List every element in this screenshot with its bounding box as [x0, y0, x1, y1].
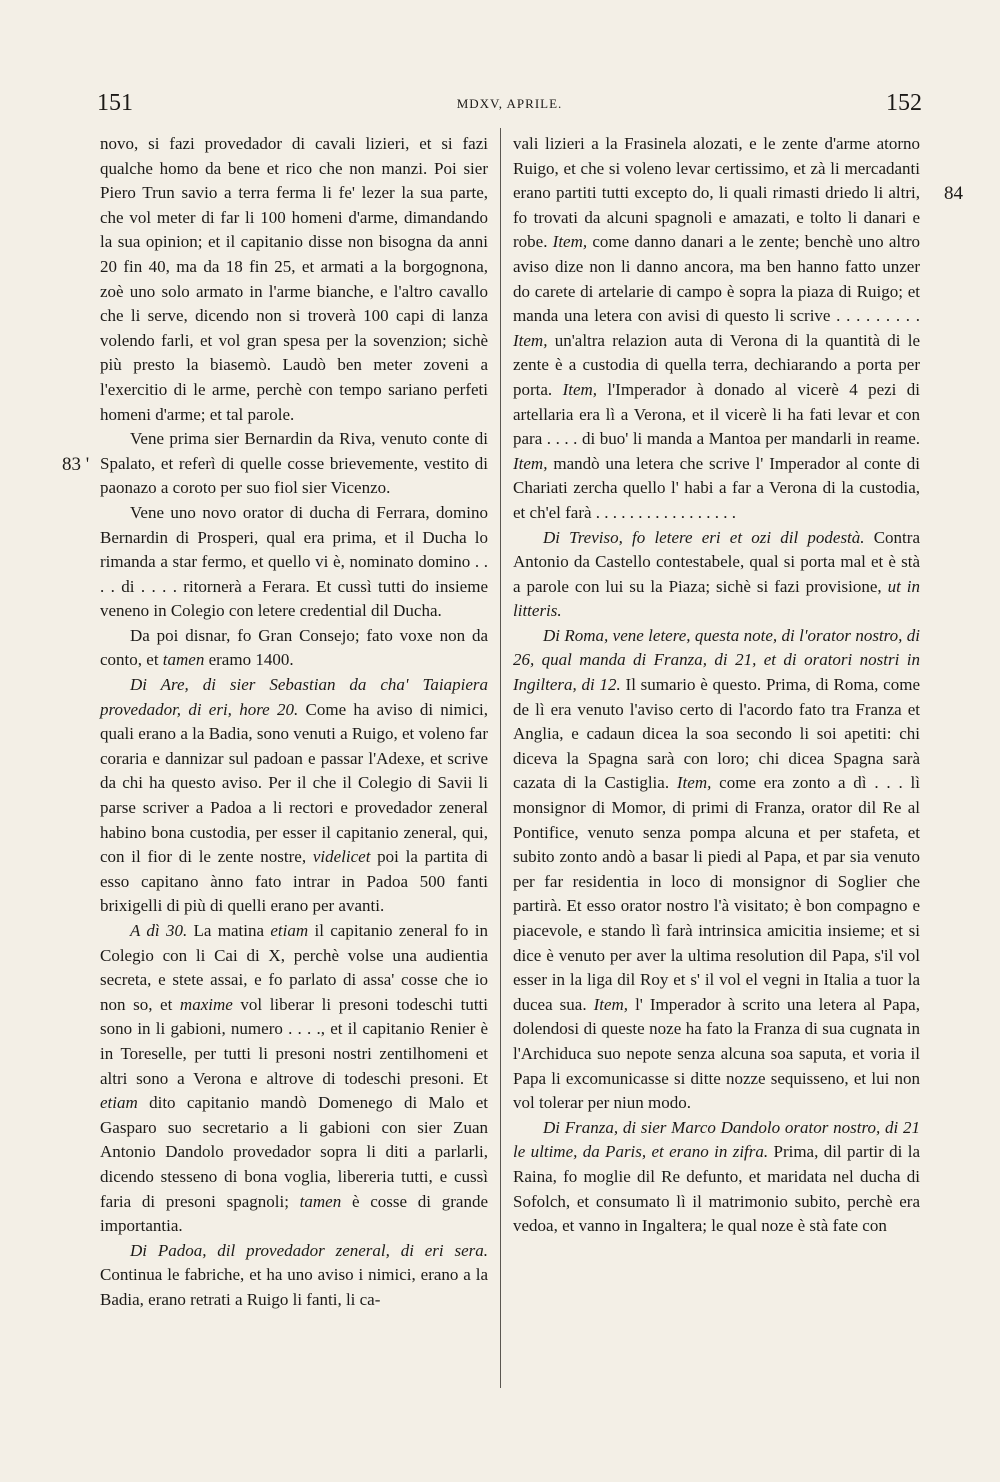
paragraph: Di Roma, vene letere, questa note, di l'orator nostro, di 26, qual manda di Franza, di 21, et di oratori nostri in Ingiltera, di 12. Il sumario è questo. Prima, di Roma, come de lì era venuto l'aviso certo di l'acordo fato tra Franza et Anglia, e cadaun dicea la soa secondo li soi apetiti: chi diceva la Spagna sarà con loro; chi dicea Spagna sarà cazata di la Castiglia. Item, come era zonto a dì . . . lì monsignor di Momor, di primi di Franza, orator dil Re al Pontifice, venuto senza pompa alcuna et per stafeta, et subito zonto andò a basar li piedi al Papa, et par sia venuto per far residentia in loco di monsignor di Soglier che partirà. Et esso orator nostro l'à visitato; è bon compagno e piacevole, e stando lì farà intrinsica amicitia insieme; et si dice è venuto per aver la ultima resolution dil Papa, s'il vol esser in la liga dil Roy et s' il vol el vegni in Italia a tuor la ducea sua. Item, l' Imperador à scrito una letera al Papa, dolendosi di queste noze ha fato la Franza di sua cugnata in l'Archiduca suo nepote senza alcuna soa saputa, et voria il Papa li excomunicasse si ditte nozze sequisseno, et lui non vol tolerar per niun modo. [513, 625, 921, 1113]
italic-span: videlicet [312, 847, 371, 867]
paragraph: A dì 30. La matina etiam il capitanio zeneral fo in Colegio con li Cai di X, perchè volse una audientia secreta, e stete assai, e fo parlato di assa' cosse che io non so, et maxime vol liberar li presoni todeschi tutti sono in li gabioni, numero . . . ., et il capitanio Renier è in Toreselle, per tutti li presoni nostri zentilhomeni et altri sono a Verona e altrove di todeschi presoni. Et etiam dito capitanio mandò Domenego di Malo et Gasparo suo secretario a li gabioni con sier Zuan Antonio Dandolo provedador sopra li diti a parlarli, dicendo stesseno di bona voglia, libereria tutti, e cussì faria di presoni spagnoli; tamen è cosse di grande importantia. [100, 921, 488, 1236]
italic-span: tamen [162, 650, 205, 670]
running-head: MDXV, APRILE. [456, 96, 563, 111]
page-header [97, 90, 922, 124]
italic-span: tamen [299, 1191, 342, 1211]
left-page-number: 151 [97, 90, 133, 116]
italic-span: Item, [552, 232, 588, 252]
paragraph: Di Franza, di sier Marco Dandolo orator nostro, di 21 le ultime, da Paris, et erano in zifra. Prima, dil partir di la Raina, fo moglie dil Re defunto, et maridata nel ducha di Sofolch, et consumato lì il matrimonio subito, perchè era vedoa, et vanno in Ingaltera; le qual noze è stà fate con [513, 1117, 921, 1236]
right-column [513, 132, 920, 1239]
italic-span: Item, [562, 379, 598, 399]
paragraph: Da poi disnar, fo Gran Consejo; fato voxe non da conto, et tamen eramo 1400. [100, 625, 488, 670]
margin-folio-note-right: 84 [944, 183, 963, 204]
italic-span: maxime [179, 994, 233, 1014]
italic-span: etiam [100, 1093, 138, 1113]
left-column [100, 132, 488, 1313]
paragraph: Di Treviso, fo letere eri et ozi dil podestà. Contra Antonio da Castello contestabele, qual si porta mal et è stà a parole con lui su la Piaza; sichè si fazi provisione, ut in litteris. [513, 527, 921, 621]
margin-folio-note-left: 83 ' [62, 454, 90, 475]
italic-span: Item, [513, 330, 548, 350]
italic-span: Di Treviso, fo letere eri et ozi dil podestà. [543, 527, 865, 547]
paragraph: novo, si fazi provedador di cavali lizieri, et si fazi qualche homo da bene et rico che non manzi. Poi sier Piero Trun savio a terra ferma li fe' lezer la sua parte, che vol meter di far li 100 homeni d'arme, dimandando la sua opinion; et il capitanio disse non bisogna da anni 20 fin 40, ma da 18 fin 25, et armati a la borgognona, zoè uno solo armato in l'arme bianche, e l'altro cavallo che li serve, dicendo non si troverà 100 capi di lanza volendo farli, et vol gran spesa per la sovenzion; sichè più presto la biasemò. Laudò ben meter zoveni a l'exercitio di le arme, perchè con tempo sariano perfeti homeni d'arme; et tal parole. [100, 134, 488, 424]
paragraph: Vene prima sier Bernardin da Riva, venuto conte di Spalato, et referì di quelle cosse brievemente, vestito di paonazo a coroto per suo fiol sier Vicenzo. [100, 429, 488, 498]
italic-span: ut in litteris. [513, 576, 921, 621]
italic-span: Item, [593, 994, 629, 1014]
column-divider [500, 128, 501, 1388]
italic-span: Item, [513, 453, 548, 473]
paragraph: Di Are, di sier Sebastian da cha' Taiapiera provedador, di eri, hore 20. Come ha aviso di nimici, quali erano a la Badia, sono venuti a Ruigo, et voleno far coraria e dannizar sul padoan e passar l'Adexe, et scrive da chi ha questo aviso. Per il che il Colegio di Savii li parse scriver a Padoa a li rectori e provedador zeneral habino bona custodia, per esser il capitanio zeneral, qui, con il fior di le zente nostre, videlicet poi la partita di esso capitano ànno fato intrar in Padoa 500 fanti brixigelli di più di quelli erano per avanti. [100, 675, 489, 916]
paragraph: Vene uno novo orator di ducha di Ferrara, domino Bernardin di Prosperi, qual era prima, et il Ducha lo rimanda a star fermo, et quello vi è, nominato domino . . . . di . . . . ritornerà a Ferara. Et cussì tutti do insieme veneno in Colegio con letere credential dil Ducha. [100, 502, 488, 621]
italic-span: A dì 30. [130, 921, 188, 940]
italic-span: Di Padoa, dil provedador zeneral, di eri sera. [130, 1240, 488, 1260]
right-page-number: 152 [886, 90, 922, 116]
paragraph: vali lizieri a la Frasinela alozati, e le zente d'arme atorno Ruigo, et che si voleno levar certissimo, et zà li mercadanti erano partiti tutti excepto do, li quali rimasti driedo li altri, fo trovati da alcuni spagnoli e amazati, e tolto li danari e robe. Item, come danno danari a le zente; benchè uno altro aviso dize non li danno ancora, ma ben hanno fatto unzer do carete di artelarie di campo è sopra la piaza di Ruigo; et manda una letera con avisi di questo li scrive . . . . . . . . . Item, un'altra relazion auta di Verona di la quantità di le zente è a custodia di quella terra, dechiarando a porta per porta. Item, l'Imperador à donado al vicerè 4 pezi di artellaria era lì a Verona, et il vicerè li ha fati levar et con para . . . . di buo' li manda a Mantoa per mandarli in reame. Item, mandò una letera che scrive l' Imperador al conte di Chariati zercha quello l' habi a far a Verona di la custodia, et ch'el farà . . . . . . . . . . . . . . . . . [513, 134, 920, 522]
paragraph: Di Padoa, dil provedador zeneral, di eri sera. Continua le fabriche, et ha uno aviso i nimici, erano a la Badia, erano retrati a Ruigo li fanti, li ca- [100, 1240, 488, 1309]
italic-span: Di Franza, di sier Marco Dandolo orator nostro, di 21 le ultime, da Paris, et erano in zifra. [513, 1117, 920, 1162]
italic-span: Di Are, di sier Sebastian da cha' Taiapiera provedador, di eri, hore 20. [100, 675, 488, 719]
italic-span: Di Roma, vene letere, questa note, di l'orator nostro, di 26, qual manda di Franza, di 21, et di oratori nostri in Ingiltera, di 12. [513, 625, 920, 695]
italic-span: etiam [270, 921, 309, 940]
italic-span: Item, [676, 773, 712, 793]
